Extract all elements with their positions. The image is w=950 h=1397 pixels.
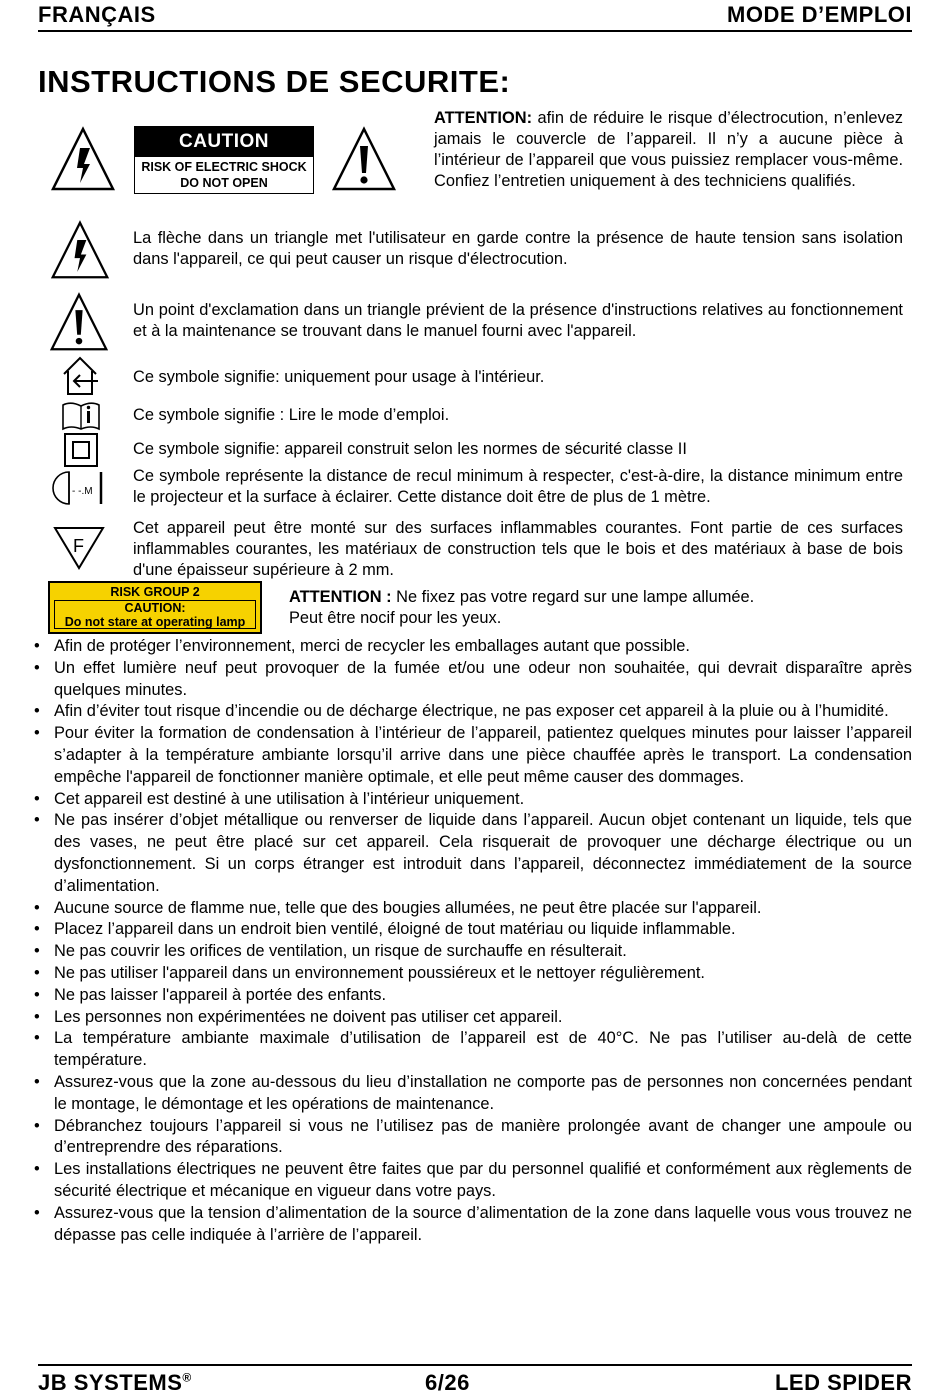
exclamation-triangle-icon <box>331 126 397 192</box>
list-item: • Assurez-vous que la tension d’alimentation de la source d’alimentation de la zone dans laquelle vous vous trouvez ne dépasse pas celle indiquée à l’arrière de l’appareil. <box>30 1203 912 1247</box>
caution-label <box>134 126 314 194</box>
list-item: • Assurez-vous que la zone au-dessous du lieu d’installation ne comporte pas de personnes non concernées pendant le montage, le démontage et les opérations de maintenance. <box>30 1072 912 1116</box>
list-item: • Ne pas laisser l'appareil à portée des enfants. <box>30 985 912 1007</box>
list-item: • Afin d’éviter tout risque d’incendie ou de décharge électrique, ne pas exposer cet appareil à la pluie ou à l’humidité. <box>30 701 912 723</box>
page-footer <box>38 1364 912 1396</box>
list-item: • Débranchez toujours l’appareil si vous ne l’utilisez pas de manière prolongée avant de changer une ampoule ou d’entreprendre des réparations. <box>30 1116 912 1160</box>
attention-label: ATTENTION: <box>434 109 533 127</box>
list-item: • Un effet lumière neuf peut provoquer de la fumée et/ou une odeur non souhaitée, qui devrait disparaître après quelques minutes. <box>30 658 912 702</box>
page-number: 6/26 <box>425 1370 470 1395</box>
header-language: FRANÇAIS <box>38 2 156 27</box>
attention-text: afin de réduire le risque d’électrocution, n’enlevez jamais le couvercle de l’appareil. Il n’y a aucune pièce à l’intérieur de l’appareil que vous puissiez remplacer vous-même. Confiez l’entretien uniquement à des techniciens qualifiés. <box>434 109 903 190</box>
list-item: • Les personnes non expérimentées ne doivent pas utiliser cet appareil. <box>30 1007 912 1029</box>
risk-caution-box <box>54 600 256 629</box>
distance-icon-label: - -.M <box>72 486 93 497</box>
risk-caution-text: Do not stare at operating lamp <box>64 615 246 629</box>
symbol-description: Ce symbole signifie : Lire le mode d’emploi. <box>133 406 450 424</box>
symbol-description: Cet appareil peut être monté sur des surfaces inflammables courantes. Font partie de ces surfaces inflammables courantes, les matériaux de construction tels que le bois et des matériaux à base de bois d'une épaisseur supérieure à 2 mm. <box>133 519 903 579</box>
list-item: • Placez l’appareil dans un endroit bien ventilé, éloigné de tout matériau ou liquide inflammable. <box>30 919 912 941</box>
symbol-description: Ce symbole signifie: appareil construit selon les normes de sécurité classe II <box>133 440 687 458</box>
safety-bullet-list <box>30 636 912 1246</box>
attention-lamp-label: ATTENTION : <box>289 588 392 606</box>
exclamation-triangle-icon <box>49 292 109 352</box>
class-ii-icon <box>64 433 98 467</box>
list-item: • Aucune source de flamme nue, telle que des bougies allumées, ne peut être placée sur l'appareil. <box>30 898 912 920</box>
attention-warning <box>434 108 903 192</box>
risk-group-label <box>48 581 262 634</box>
read-manual-icon <box>61 401 101 431</box>
flammable-surface-icon <box>53 526 105 570</box>
minimum-distance-icon <box>55 470 115 506</box>
symbol-description: Un point d'exclamation dans un triangle prévient de la présence d'instructions relatives au fonctionnement et à la maintenance se trouvant dans le manuel fourni avec l'appareil. <box>133 301 903 340</box>
attention-lamp-line-2: Peut être nocif pour les yeux. <box>289 609 502 627</box>
caution-line-1: RISK OF ELECTRIC SHOCK <box>141 160 307 174</box>
lightning-triangle-icon <box>50 220 110 280</box>
footer-brand: JB SYSTEMS® <box>38 1370 192 1395</box>
symbol-description: Ce symbole représente la distance de recul minimum à respecter, c'est-à-dire, la distance minimum entre le projecteur et la surface à éclairer. Cette distance doit être de plus de 1 mètre. <box>133 467 903 506</box>
list-item: • Les installations électriques ne peuvent être faites que par du personnel qualifié et conformément aux règlements de sécurité électrique et mécanique en vigueur dans votre pays. <box>30 1159 912 1203</box>
risk-caution-title: CAUTION: <box>124 601 186 615</box>
registered-mark: ® <box>182 1370 192 1385</box>
list-item: • Ne pas utiliser l'appareil dans un environnement poussiéreux et le nettoyer régulièrement. <box>30 963 912 985</box>
list-item: • Ne pas couvrir les orifices de ventilation, un risque de surchauffe en résulterait. <box>30 941 912 963</box>
list-item: • Cet appareil est destiné à une utilisation à l’intérieur uniquement. <box>30 789 912 811</box>
indoor-use-icon <box>60 354 100 398</box>
lightning-triangle-icon <box>50 126 116 192</box>
attention-lamp-warning <box>289 587 849 629</box>
symbol-description: Ce symbole signifie: uniquement pour usage à l'intérieur. <box>133 368 545 386</box>
attention-lamp-line-1: Ne fixez pas votre regard sur une lampe allumée. <box>391 588 755 606</box>
caution-title: CAUTION <box>135 127 313 157</box>
page-title: INSTRUCTIONS DE SECURITE: <box>38 64 511 99</box>
symbol-description: La flèche dans un triangle met l'utilisateur en garde contre la présence de haute tension sans isolation dans l'appareil, ce qui peut causer un risque d'électrocution. <box>133 229 903 268</box>
caution-line-2: DO NOT OPEN <box>180 176 268 190</box>
list-item: • La température ambiante maximale d’utilisation de l’appareil est de 40°C. Ne pas l’utiliser au-delà de cette température. <box>30 1028 912 1072</box>
header-doc-type: MODE D’EMPLOI <box>727 2 912 27</box>
footer-product: LED SPIDER <box>774 1370 912 1395</box>
flammable-icon-label: F <box>73 536 84 556</box>
list-item: • Afin de protéger l’environnement, merci de recycler les emballages autant que possible. <box>30 636 912 658</box>
page-header <box>38 0 912 32</box>
risk-group-title: RISK GROUP 2 <box>110 585 200 599</box>
list-item: • Ne pas insérer d’objet métallique ou renverser de liquide dans l’appareil. Aucun objet contenant un liquide, tels que des vases, ne peut être placé sur cet appareil. Cela risquerait de provoquer une décharge électrique ou un dysfonctionnement. Si un corps étranger est introduit dans l’appareil, déconnectez immédiatement de la source d’alimentation. <box>30 810 912 897</box>
list-item: • Pour éviter la formation de condensation à l’intérieur de l’appareil, patientez quelques minutes pour laisser l’appareil s’adapter à la température ambiante lorsqu’il arrive dans une pièce chauffée après le transport. La condensation empêche l'appareil de fonctionner manière optimale, et elle peut même causer des dommages. <box>30 723 912 788</box>
